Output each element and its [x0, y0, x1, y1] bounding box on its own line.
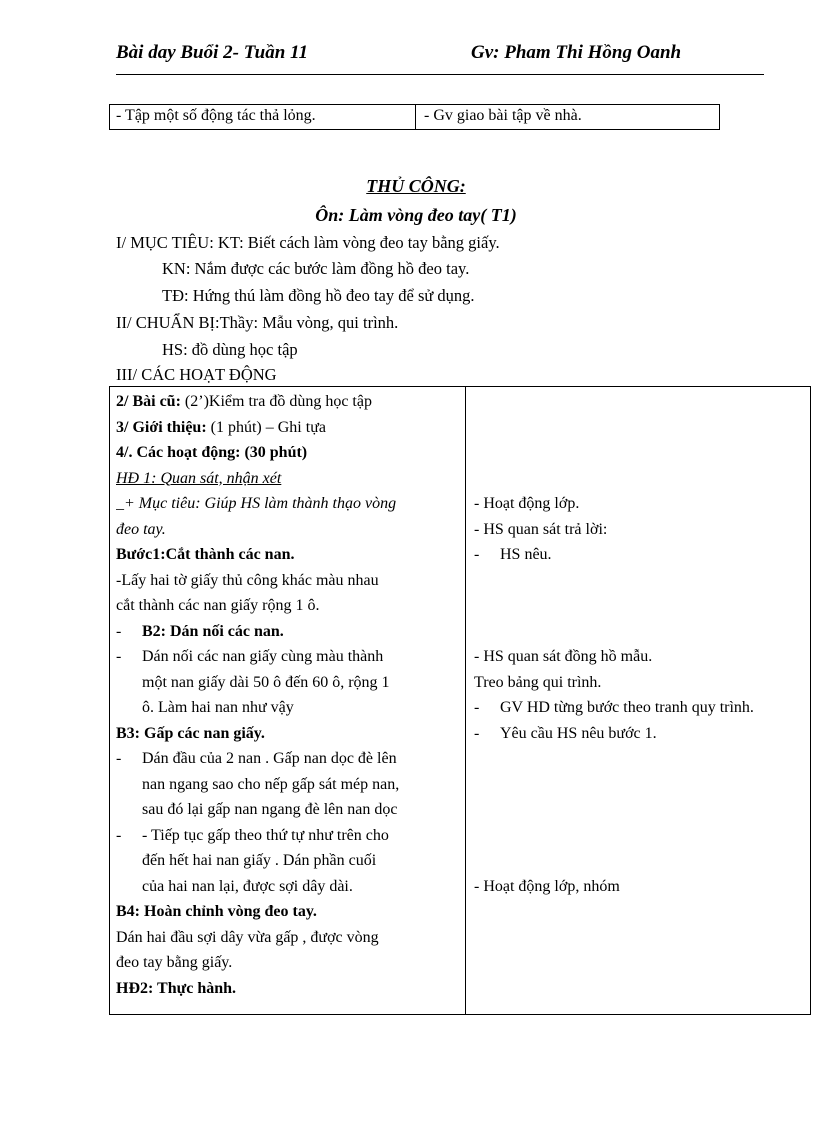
- previous-lesson-table: [109, 104, 720, 130]
- header-lesson: Bài day Buổi 2- Tuần 11: [116, 42, 308, 63]
- text-row: Dán hai đầu sợi dây vừa gấp , được vòng: [116, 928, 379, 946]
- text-row: - GV HD từng bước theo tranh quy trình.: [474, 699, 754, 716]
- text-row: cắt thành các nan giấy rộng 1 ô.: [116, 597, 320, 614]
- activities-table: [109, 386, 811, 1015]
- text-row: - Dán đầu của 2 nan . Gấp nan dọc đè lên: [116, 750, 397, 767]
- empty-row: [474, 619, 810, 645]
- text-row: HĐ2: Thực hành.: [116, 979, 237, 997]
- text-row: đến hết hai nan giấy . Dán phần cuối: [142, 852, 377, 869]
- text-row: 3/ Giới thiệu: (1 phút) – Ghi tựa: [116, 418, 326, 436]
- empty-row: [474, 593, 810, 619]
- text-row: B4: Hoàn chỉnh vòng đeo tay.: [116, 903, 317, 920]
- text-row: - B2: Dán nối các nan.: [116, 622, 284, 640]
- empty-row: [474, 797, 810, 823]
- empty-row: [474, 823, 810, 849]
- text-row: - - Tiếp tục gấp theo thứ tự như trên cho: [116, 826, 389, 844]
- empty-row: [474, 568, 810, 594]
- lesson-subtitle: Ôn: Làm vòng đeo tay( T1): [315, 205, 517, 225]
- text-row: đeo tay.: [116, 520, 166, 538]
- text-row: ô. Làm hai nan như vậy: [142, 699, 294, 716]
- text-row: - Hoạt động lớp, nhóm: [474, 877, 620, 895]
- text-row: nan ngang sao cho nếp gấp sát mép nan,: [142, 775, 400, 793]
- text-row: - Yêu cầu HS nêu bước 1.: [474, 724, 657, 742]
- empty-row: [474, 466, 810, 492]
- text-row: của hai nan lại, được sợi dây dài.: [142, 877, 353, 895]
- empty-row: [474, 746, 810, 772]
- preparation-line: II/ CHUẨN BỊ:Thầy: Mẫu vòng, qui trình.: [116, 313, 399, 332]
- text-row: - HS nêu.: [474, 546, 552, 563]
- column-divider: [465, 387, 466, 1014]
- activities-heading: III/ CÁC HOẠT ĐỘNG: [116, 365, 277, 384]
- empty-row: [474, 772, 810, 798]
- text-row: một nan giấy dài 50 ô đến 60 ô, rộng 1: [142, 673, 390, 691]
- header-teacher: Gv: Pham Thi Hồng Oanh: [471, 42, 682, 63]
- text-row: 2/ Bài cũ: (2’)Kiểm tra đồ dùng học tập: [116, 393, 372, 410]
- text-row: sau đó lại gấp nan ngang đè lên nan dọc: [142, 801, 398, 818]
- text-row: B3: Gấp các nan giấy.: [116, 724, 265, 742]
- student-activity-column: [474, 389, 810, 899]
- text-row: - HS quan sát trả lời:: [474, 520, 608, 538]
- empty-row: [474, 415, 810, 441]
- text-row: 4/. Các hoạt động: (30 phút): [116, 444, 308, 461]
- text-row: - HS quan sát đồng hồ mẫu.: [474, 648, 653, 665]
- text-row: HĐ 1: Quan sát, nhận xét: [116, 469, 282, 487]
- empty-row: [474, 848, 810, 874]
- objective-line: I/ MỤC TIÊU: KT: Biết cách làm vòng đeo tay bằng giấy.: [116, 233, 500, 252]
- subject-title: THỦ CÔNG:: [366, 176, 466, 196]
- empty-row: [474, 440, 810, 466]
- text-row: -Lấy hai tờ giấy thủ công khác màu nhau: [116, 571, 379, 589]
- text-row: - Hoạt động lớp.: [474, 495, 580, 512]
- page-header: [116, 40, 764, 75]
- objective-line: TĐ: Hứng thú làm đồng hồ đeo tay để sử dụng.: [162, 286, 475, 305]
- prev-left-cell: - Tập một số động tác thả lỏng.: [110, 105, 416, 129]
- objective-line: KN: Nắm được các bước làm đồng hồ đeo tay.: [162, 259, 470, 278]
- preparation-line: HS: đồ dùng học tập: [162, 340, 298, 359]
- empty-row: [474, 389, 810, 415]
- text-row: - Dán nối các nan giấy cùng màu thành: [116, 648, 384, 665]
- prev-right-cell: - Gv giao bài tập về nhà.: [424, 107, 582, 124]
- text-row: _+ Mục tiêu: Giúp HS làm thành thạo vòng: [116, 495, 397, 512]
- teacher-activity-column: [116, 389, 460, 1001]
- text-row: đeo tay bằng giấy.: [116, 954, 233, 971]
- text-row: Treo bảng qui trình.: [474, 673, 602, 691]
- text-row: Bước1:Cắt thành các nan.: [116, 546, 295, 563]
